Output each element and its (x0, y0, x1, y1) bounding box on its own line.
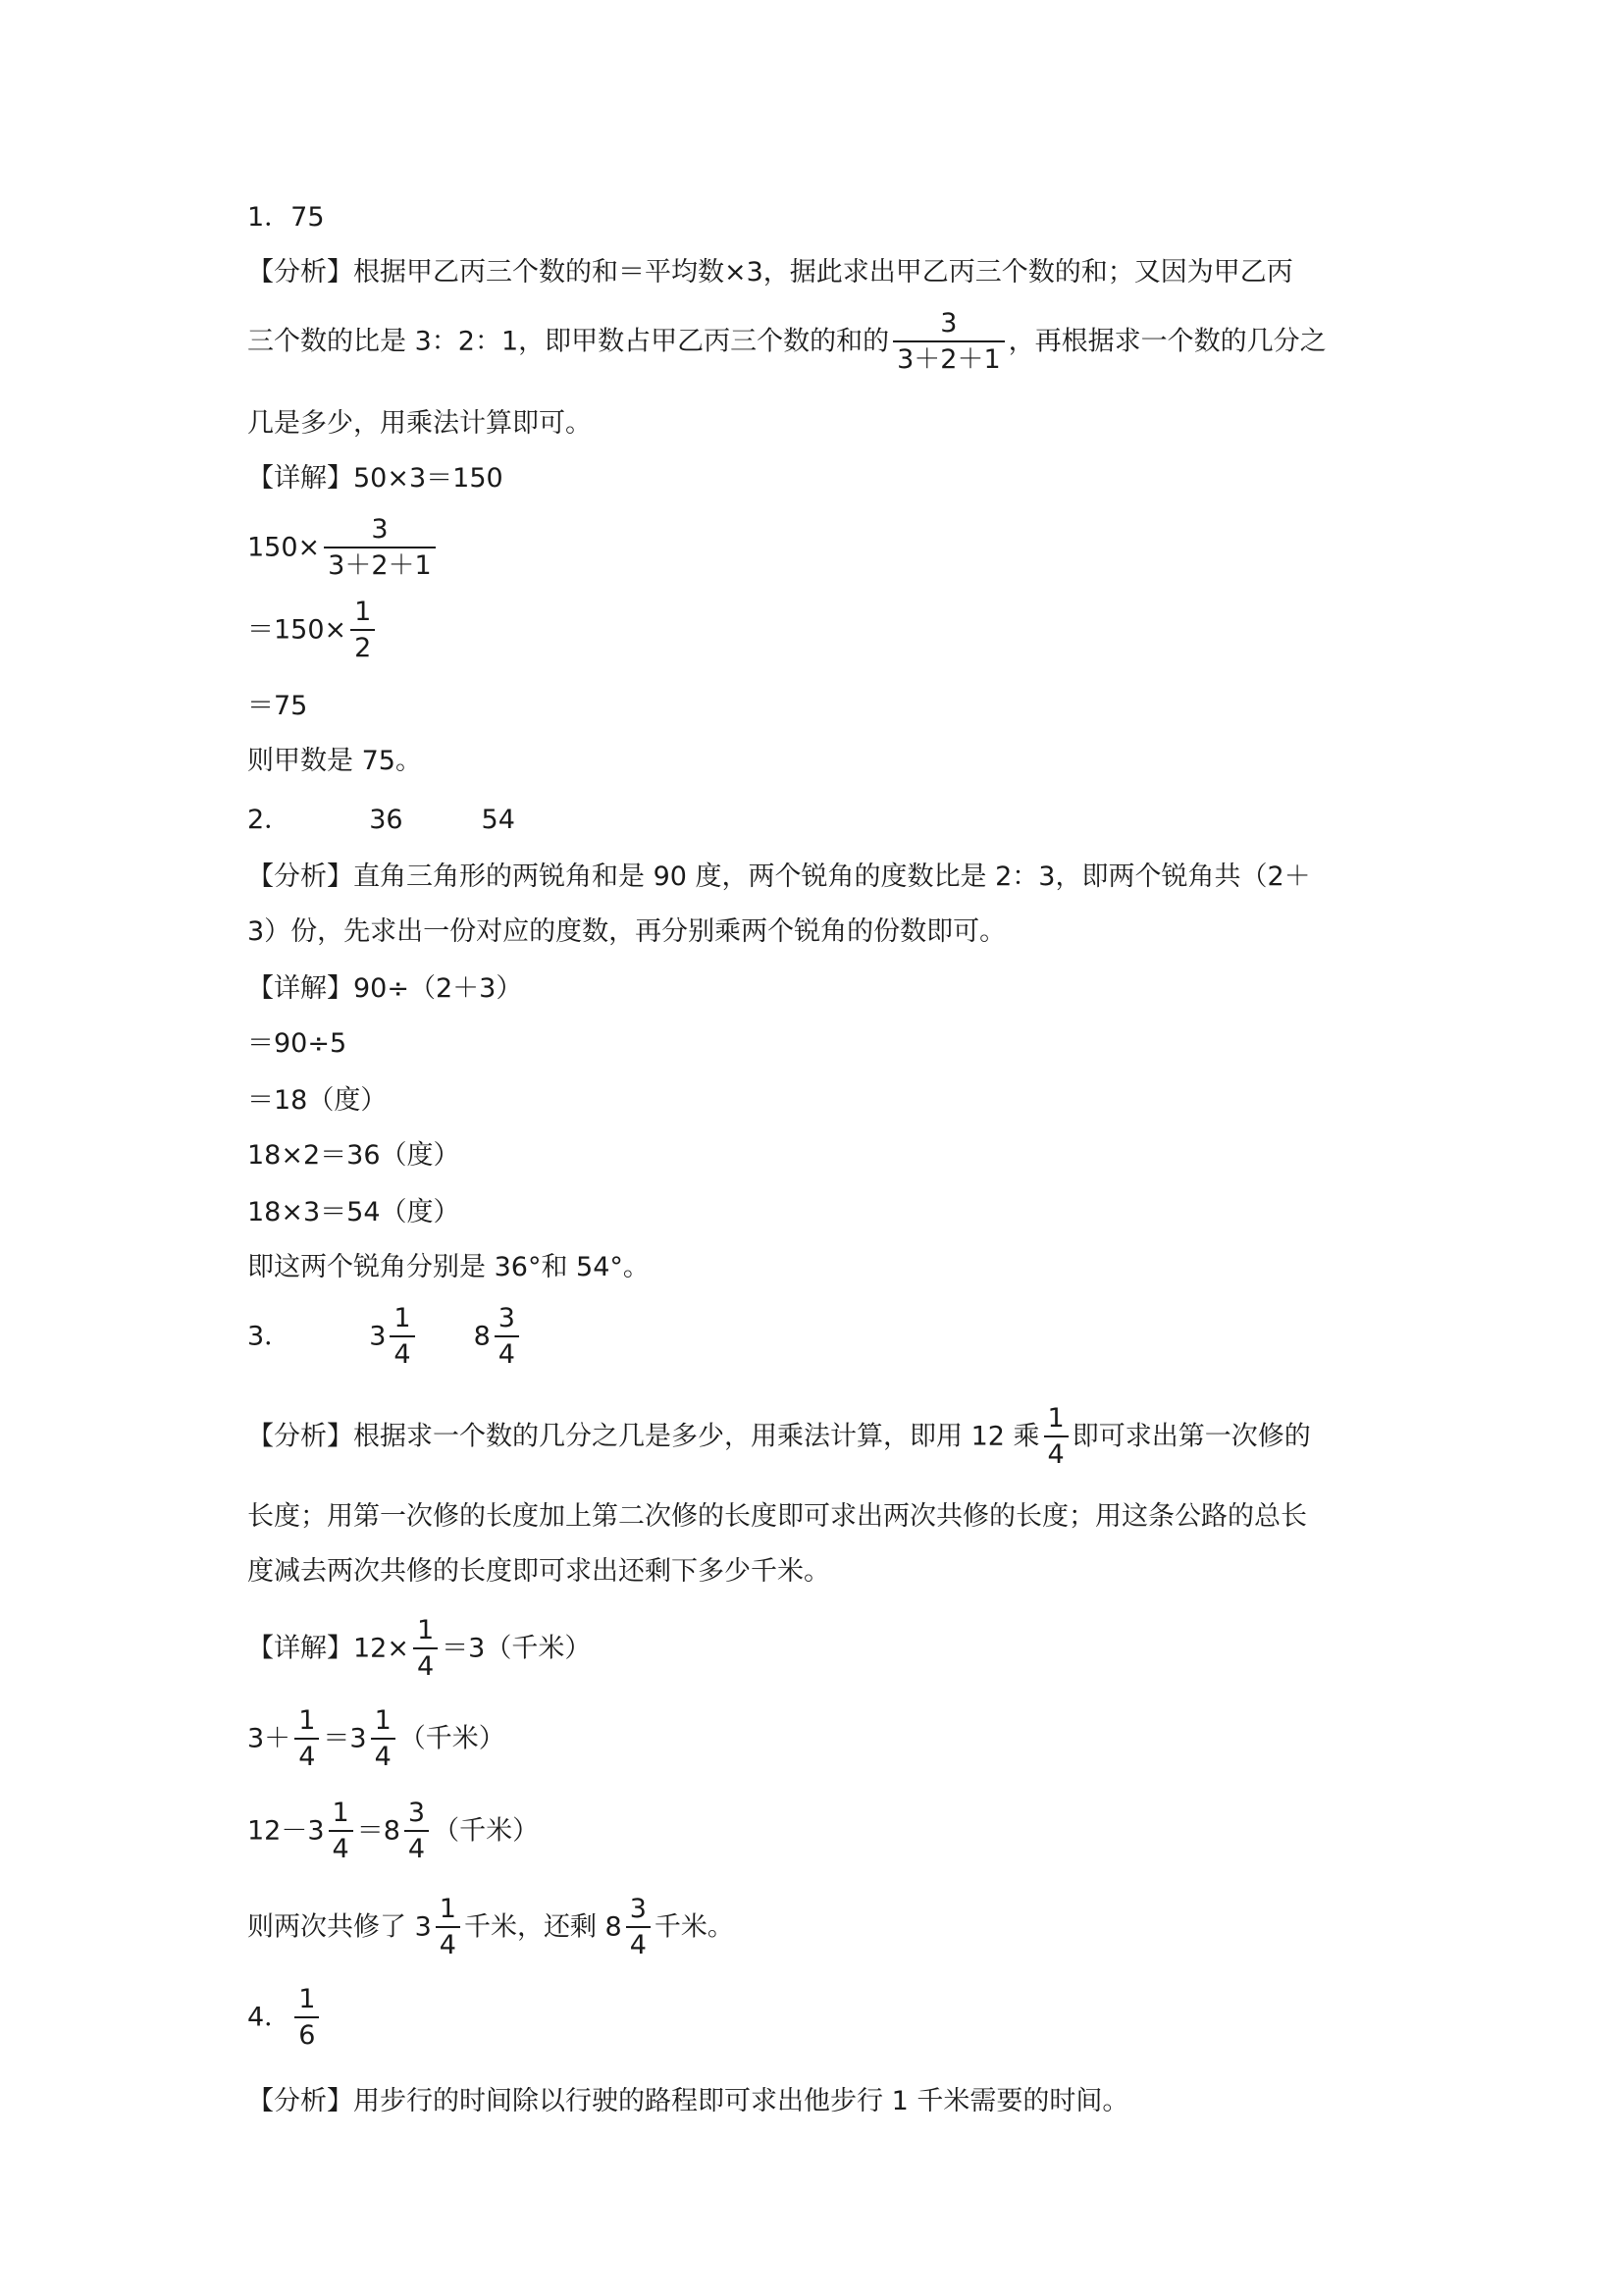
q3-detail-line2 (247, 1707, 505, 1770)
q1-detail-line1: 【详解】50×3＝150 (247, 463, 503, 494)
q2-conclusion: 即这两个锐角分别是 36°和 54°。 (247, 1252, 650, 1282)
q2-label: 2． (247, 805, 291, 835)
q3-analysis-line3: 度减去两次共修的长度即可求出还剩下多少千米。 (247, 1556, 830, 1587)
q1-analysis-text-b: ，再根据求一个数的几分之 (1008, 326, 1327, 357)
q2-detail-line3: ＝18（度） (247, 1085, 388, 1116)
q1-analysis-line3: 几是多少，用乘法计算即可。 (247, 408, 592, 439)
q1-analysis-text-a: 三个数的比是 3：2：1，即甲数占甲乙丙三个数的和的 (247, 326, 890, 357)
fraction-numerator: 1 (413, 1617, 438, 1649)
fraction-denominator: 4 (416, 1651, 435, 1682)
q3-detail-text-a: 3＋ (247, 1723, 291, 1754)
fraction-denominator: 3＋2＋1 (897, 344, 1001, 375)
fraction-numerator: 3 (404, 1800, 429, 1832)
mixed-fraction (495, 1305, 519, 1368)
q1-detail-line4: ＝75 (247, 691, 308, 721)
fraction-denominator: 4 (1047, 1439, 1065, 1470)
fraction-numerator: 3 (324, 516, 436, 548)
fraction-numerator: 1 (294, 1707, 319, 1740)
q3-detail-fraction (329, 1800, 353, 1862)
mixed-fraction (390, 1305, 414, 1368)
q3-answer (247, 1305, 523, 1368)
fraction-denominator: 6 (298, 2020, 316, 2051)
fraction-denominator: 4 (497, 1339, 515, 1370)
fraction-numerator: 3 (495, 1305, 519, 1337)
q2-answer (247, 807, 515, 833)
q3-answer-2 (474, 1305, 523, 1368)
q3-analysis-text-a: 【分析】根据求一个数的几分之几是多少，用乘法计算，即用 12 乘 (247, 1421, 1040, 1452)
q3-conclusion (247, 1896, 734, 1958)
fraction-numerator: 1 (390, 1305, 414, 1337)
q2-answer-1: 36 (369, 805, 403, 835)
fraction-numerator: 1 (371, 1707, 395, 1740)
fraction-numerator: 3 (626, 1896, 651, 1928)
q3-conclusion-text-b: 千米，还剩 8 (463, 1911, 622, 1943)
q1-answer: 1．75 (247, 202, 325, 233)
fraction-denominator: 4 (298, 1742, 316, 1772)
q3-analysis-fraction (1044, 1405, 1069, 1468)
q3-detail-text-c: （千米） (398, 1723, 505, 1754)
q4-label: 4． (247, 2002, 291, 2033)
q1-detail-line2 (247, 516, 440, 579)
q3-detail-fraction (413, 1617, 438, 1680)
q3-conclusion-fraction (436, 1896, 460, 1958)
fraction-denominator: 2 (354, 633, 372, 663)
q2-analysis-line1: 【分析】直角三角形的两锐角和是 90 度，两个锐角的度数比是 2：3，即两个锐角共（2＋ (247, 861, 1311, 892)
q3-analysis-text-b: 即可求出第一次修的 (1072, 1421, 1311, 1452)
mixed-whole: 3 (369, 1321, 387, 1352)
fraction-denominator: 4 (332, 1834, 349, 1864)
q3-detail-line1 (247, 1617, 591, 1680)
q1-ratio-fraction (893, 310, 1005, 373)
fraction-numerator: 1 (329, 1800, 353, 1832)
q3-detail-text-b: ＝8 (356, 1815, 400, 1847)
q1-analysis-line1: 【分析】根据甲乙丙三个数的和＝平均数×3，据此求出甲乙丙三个数的和；又因为甲乙丙 (247, 257, 1293, 287)
q2-detail-line4: 18×2＝36（度） (247, 1140, 460, 1171)
q3-detail-line3 (247, 1800, 539, 1862)
q3-analysis-line1 (247, 1405, 1311, 1468)
fraction-denominator: 4 (374, 1742, 392, 1772)
q3-label: 3． (247, 1321, 291, 1352)
fraction-denominator: 4 (439, 1930, 456, 1960)
q3-detail-text-a: 【详解】12× (247, 1633, 409, 1664)
fraction-numerator: 1 (1044, 1405, 1069, 1437)
q3-detail-fraction (371, 1707, 395, 1770)
fraction-numerator: 1 (294, 1986, 319, 2018)
mixed-whole: 8 (473, 1321, 491, 1352)
fraction-denominator: 4 (407, 1834, 426, 1864)
q3-detail-text-c: （千米） (433, 1815, 540, 1847)
q4-analysis-line1: 【分析】用步行的时间除以行驶的路程即可求出他步行 1 千米需要的时间。 (247, 2086, 1129, 2116)
fraction-denominator: 3＋2＋1 (328, 550, 432, 581)
q2-detail-line2: ＝90÷5 (247, 1028, 347, 1059)
q3-conclusion-text-c: 千米。 (654, 1911, 734, 1943)
q4-answer (247, 1986, 323, 2049)
fraction-numerator: 1 (350, 599, 375, 631)
fraction-denominator: 4 (393, 1339, 411, 1370)
q1-conclusion: 则甲数是 75。 (247, 746, 422, 776)
q3-detail-fraction (294, 1707, 319, 1770)
q2-detail-line5: 18×3＝54（度） (247, 1197, 460, 1227)
fraction-numerator: 1 (436, 1896, 460, 1928)
q1-detail-line3 (247, 599, 379, 661)
q1-detail-prefix: 150× (247, 532, 321, 563)
q3-detail-text-a: 12－3 (247, 1815, 325, 1847)
fraction-numerator: 3 (893, 310, 1005, 342)
q3-detail-text-b: ＝3 (323, 1723, 367, 1754)
q3-answer-1 (369, 1305, 418, 1368)
q3-conclusion-fraction (626, 1896, 651, 1958)
q4-answer-fraction (294, 1986, 319, 2049)
q1-half-fraction (350, 599, 375, 661)
q2-analysis-line2: 3）份，先求出一份对应的度数，再分别乘两个锐角的份数即可。 (247, 916, 1007, 947)
q1-detail-fraction (324, 516, 436, 579)
q2-answer-2: 54 (481, 805, 515, 835)
q3-detail-text-b: ＝3（千米） (442, 1633, 592, 1664)
q2-detail-line1: 【详解】90÷（2＋3） (247, 973, 523, 1004)
q3-conclusion-text-a: 则两次共修了 3 (247, 1911, 432, 1943)
q3-analysis-line2: 长度；用第一次修的长度加上第二次修的长度即可求出两次共修的长度；用这条公路的总长 (247, 1501, 1307, 1532)
q3-detail-fraction (404, 1800, 429, 1862)
fraction-denominator: 4 (629, 1930, 647, 1960)
q1-analysis-line2 (247, 310, 1327, 373)
q1-detail-prefix: ＝150× (247, 614, 347, 646)
